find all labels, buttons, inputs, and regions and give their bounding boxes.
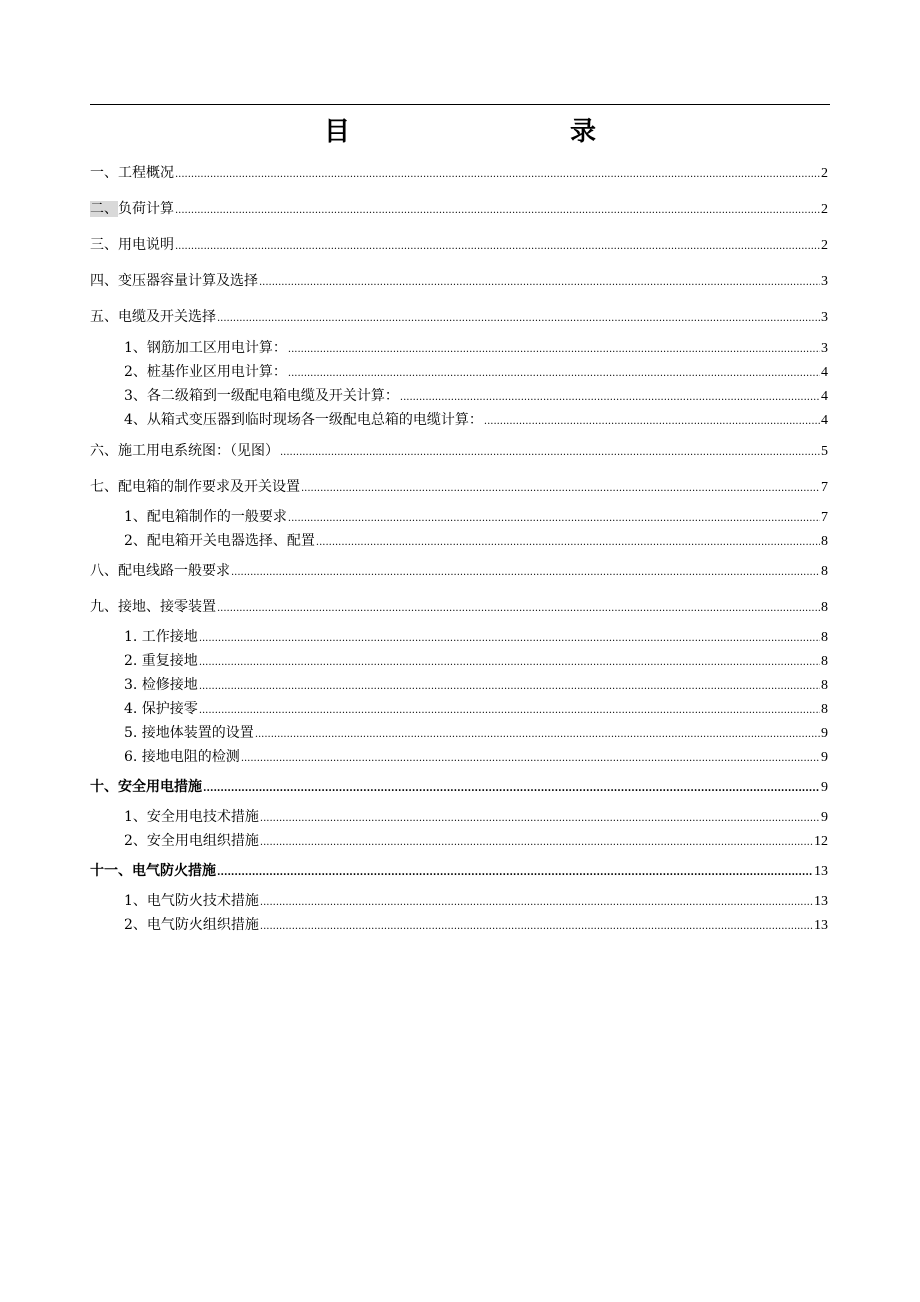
toc-subentry[interactable] [124, 362, 828, 384]
dot-leader [260, 831, 813, 853]
highlighted-prefix: 二、 [90, 201, 118, 217]
toc-entry[interactable] [90, 477, 828, 499]
toc-entry-label: 七、配电箱的制作要求及开关设置 [90, 479, 300, 495]
dot-leader [217, 597, 820, 619]
toc-entry[interactable] [90, 199, 828, 221]
toc-subentry[interactable] [124, 531, 828, 553]
toc-page-number: 2 [821, 166, 828, 181]
toc-entry-label: 1、钢筋加工区用电计算： [124, 340, 287, 356]
toc-page-number: 3 [821, 310, 828, 325]
toc-entry[interactable] [90, 163, 828, 185]
toc-entry-label: 六、施工用电系统图：（见图） [90, 443, 279, 459]
toc-subentry[interactable] [124, 507, 828, 529]
toc-page-number: 8 [821, 630, 828, 645]
toc-entry-label: 3. 检修接地 [124, 677, 198, 693]
toc-page-number: 9 [821, 726, 828, 741]
toc-page-number: 4 [821, 365, 828, 380]
dot-leader [199, 627, 820, 649]
dot-leader [217, 861, 813, 883]
toc-subentry[interactable] [124, 723, 828, 745]
toc-subentry[interactable] [124, 891, 828, 913]
toc-entry[interactable] [90, 271, 828, 293]
dot-leader [400, 386, 820, 408]
toc-page-number: 7 [821, 480, 828, 495]
dot-leader [301, 477, 820, 499]
toc-subentry[interactable] [124, 807, 828, 829]
toc-subentry[interactable] [124, 831, 828, 853]
dot-leader [231, 561, 820, 583]
toc-entry[interactable] [90, 597, 828, 619]
dot-leader [316, 531, 820, 553]
toc-page-number: 7 [821, 510, 828, 525]
toc-page-number: 3 [821, 274, 828, 289]
toc-entry[interactable] [90, 777, 828, 799]
toc-entry-label [90, 199, 174, 219]
toc-entry-label: 三、用电说明 [90, 237, 174, 253]
toc-page-number: 4 [821, 413, 828, 428]
dot-leader [280, 441, 820, 463]
dot-leader [217, 307, 820, 329]
toc-subentry[interactable] [124, 627, 828, 649]
toc-entry[interactable] [90, 307, 828, 329]
toc-subentry[interactable] [124, 675, 828, 697]
toc-page-number: 3 [821, 341, 828, 356]
toc-entry-label: 一、工程概况 [90, 165, 174, 181]
toc-entry[interactable] [90, 441, 828, 463]
header-rule [90, 104, 830, 105]
toc-entry-label: 2、桩基作业区用电计算： [124, 364, 287, 380]
toc-entry-label: 5. 接地体装置的设置 [124, 725, 254, 741]
dot-leader [288, 338, 820, 360]
dot-leader [241, 747, 820, 769]
toc-page-number: 8 [821, 678, 828, 693]
dot-leader [260, 891, 813, 913]
toc-entry-label: 十一、电气防火措施 [90, 863, 216, 879]
toc-subentry[interactable] [124, 915, 828, 937]
toc-page-number: 8 [821, 654, 828, 669]
dot-leader [175, 235, 820, 257]
toc-entry-label: 1、配电箱制作的一般要求 [124, 509, 287, 525]
dot-leader [199, 675, 820, 697]
toc-page-number: 9 [821, 750, 828, 765]
toc-page-number: 2 [821, 238, 828, 253]
toc-subentry[interactable] [124, 338, 828, 360]
toc-entry-label: 四、变压器容量计算及选择 [90, 273, 258, 289]
toc-entry-label: 五、电缆及开关选择 [90, 309, 216, 325]
toc-subentry[interactable] [124, 747, 828, 769]
toc-entry-label: 2、安全用电组织措施 [124, 833, 259, 849]
toc-page-number: 9 [821, 810, 828, 825]
dot-leader [203, 777, 820, 799]
toc-entry[interactable] [90, 235, 828, 257]
toc-subentry[interactable] [124, 386, 828, 408]
toc-entry-label-text: 负荷计算 [118, 201, 174, 217]
toc-entry-label: 1. 工作接地 [124, 629, 198, 645]
toc-page-number: 8 [821, 600, 828, 615]
toc-page-number: 9 [821, 780, 828, 795]
toc-entry-label: 6. 接地电阻的检测 [124, 749, 240, 765]
dot-leader [288, 362, 820, 384]
dot-leader [175, 163, 820, 185]
toc-entry-label: 2. 重复接地 [124, 653, 198, 669]
dot-leader [259, 271, 820, 293]
toc-page-number: 8 [821, 534, 828, 549]
toc-entry-label: 2、电气防火组织措施 [124, 917, 259, 933]
toc-subentry[interactable] [124, 410, 828, 432]
dot-leader [199, 699, 820, 721]
toc-page-number: 8 [821, 564, 828, 579]
toc-page-number: 13 [814, 864, 828, 879]
toc-entry[interactable] [90, 561, 828, 583]
toc-page-number: 5 [821, 444, 828, 459]
toc-page-number: 4 [821, 389, 828, 404]
toc-entry-label: 1、电气防火技术措施 [124, 893, 259, 909]
toc-subentry[interactable] [124, 651, 828, 673]
toc-page-number: 2 [821, 202, 828, 217]
toc-entry-label: 3、各二级箱到一级配电箱电缆及开关计算： [124, 388, 399, 404]
toc-page-number: 13 [814, 918, 828, 933]
toc-entry-label: 八、配电线路一般要求 [90, 563, 230, 579]
toc-title: 目 录 [323, 117, 652, 147]
dot-leader [199, 651, 820, 673]
dot-leader [288, 507, 820, 529]
dot-leader [260, 807, 820, 829]
toc-page-number: 8 [821, 702, 828, 717]
toc-page-number: 13 [814, 894, 828, 909]
toc-entry-label: 4. 保护接零 [124, 701, 198, 717]
toc-entry[interactable] [90, 861, 828, 883]
toc-subentry[interactable] [124, 699, 828, 721]
toc-entry-label: 2、配电箱开关电器选择、配置 [124, 533, 315, 549]
toc-entry-label: 4、从箱式变压器到临时现场各一级配电总箱的电缆计算： [124, 412, 483, 428]
toc-entry-label: 九、接地、接零装置 [90, 599, 216, 615]
dot-leader [484, 410, 820, 432]
toc-entry-label: 1、安全用电技术措施 [124, 809, 259, 825]
dot-leader [175, 199, 820, 221]
toc-page-number: 12 [814, 834, 828, 849]
dot-leader [260, 915, 813, 937]
toc-entry-label: 十、安全用电措施 [90, 779, 202, 795]
dot-leader [255, 723, 820, 745]
